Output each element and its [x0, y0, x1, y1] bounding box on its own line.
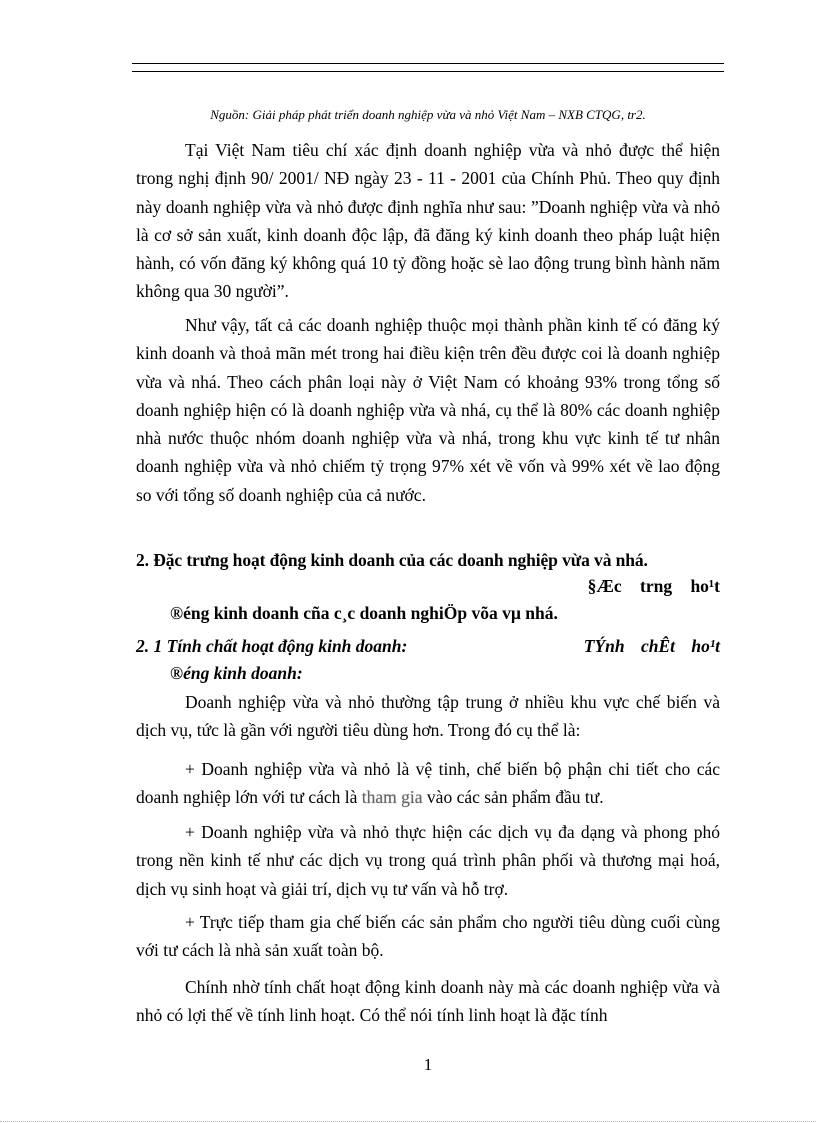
highlighted-word: tham gia — [361, 787, 423, 808]
paragraph-flexibility: Chính nhờ tính chất hoạt động kinh doanh này mà các doanh nghiệp vừa và nhỏ có lợi thế về tính linh hoạt. Có thể nói tính linh hoạt là đặc tính — [136, 977, 720, 1026]
paragraph-sectors: Doanh nghiệp vừa và nhỏ thường tập trung ở nhiều khu vực chế biến và dịch vụ, tức là gần với người tiêu dùng hơn. Trong đó cụ thể là: — [136, 692, 720, 741]
paragraph-direct-production: + Trực tiếp tham gia chế biến các sản phẩm cho người tiêu dùng cuối cùng với tư cách là nhà sản xuất toàn bộ. — [136, 912, 720, 961]
paragraph-classification: Như vậy, tất cả các doanh nghiệp thuộc mọi thành phần kinh tế có đăng ký kinh doanh và thoả mãn mét trong hai điều kiện trên đều được coi là doanh nghiệp vừa và nhá. Theo cách phân loại này ở Việt Nam có khoảng 93% trong tổng số doanh nghiệp hiện có là doanh nghiệp vừa và nhá, cụ thể là 80% các doanh nghiệp nhà nước thuộc nhóm doanh nghiệp vừa và nhá, trong khu vực kinh tế tư nhân doanh nghiệp vừa và nhỏ chiếm tỷ trọng 97% xét về vốn và 99% xét về lao động so với tổng số doanh nghiệp của cả nước. — [136, 315, 720, 505]
paragraph-criteria: Tại Việt Nam tiêu chí xác định doanh nghiệp vừa và nhỏ được thể hiện trong nghị định 90/ 2001/ NĐ ngày 23 - 11 - 2001 của Chính Phủ. Theo quy định này doanh nghiệp vừa và nhỏ được định nghĩa như sau: ”Doanh nghiệp vừa và nhỏ là cơ sở sản xuất, kinh doanh độc lập, đã đăng ký kinh doanh theo pháp luật hiện hành, có vốn đăng ký không quá 10 tỷ đồng hoặc sè lao động trung bình hành năm không qua 30 người”. — [136, 140, 720, 302]
section-2-heading: 2. Đặc trưng hoạt động kinh doanh của các doanh nghiệp vừa và nhá. — [136, 550, 648, 570]
section-2-1-heading: 2. 1 Tính chất hoạt động kinh doanh: — [136, 636, 408, 656]
paragraph-satellite — [136, 755, 720, 812]
paragraph-satellite-text: + Doanh nghiệp vừa và nhỏ là vệ tinh, chế biến bộ phận chi tiết cho các doanh nghiệp lớn với tư cách là — [136, 759, 720, 808]
header-rule-top — [132, 63, 724, 64]
paragraph-satellite-end: vào các sản phẩm đầu tư. — [426, 787, 604, 808]
source-note: Nguồn: Giải pháp phát triển doanh nghiệp vừa và nhỏ Việt Nam – NXB CTQG, tr2. — [210, 107, 646, 122]
section-2-1-heading-garbled-1: TÝnh chÊt ho¹t — [583, 636, 720, 656]
section-2-heading-garbled-1: §Æc trng ho¹t — [587, 576, 720, 596]
section-2-1-heading-garbled-2: ®éng kinh doanh: — [170, 663, 303, 683]
section-2-heading-garbled-2: ®éng kinh doanh cña c¸c doanh nghiÖp võa vµ nhá. — [170, 603, 558, 623]
page-bottom-border — [0, 1121, 816, 1122]
page-number: 1 — [423, 1055, 433, 1074]
header-rule-bottom — [132, 71, 724, 72]
paragraph-services: + Doanh nghiệp vừa và nhỏ thực hiện các dịch vụ đa dạng và phong phó trong nền kinh tế như các dịch vụ trong quá trình phân phối và thương mại hoá, dịch vụ sinh hoạt và giải trí, dịch vụ tư vấn và hỗ trợ. — [136, 822, 720, 899]
